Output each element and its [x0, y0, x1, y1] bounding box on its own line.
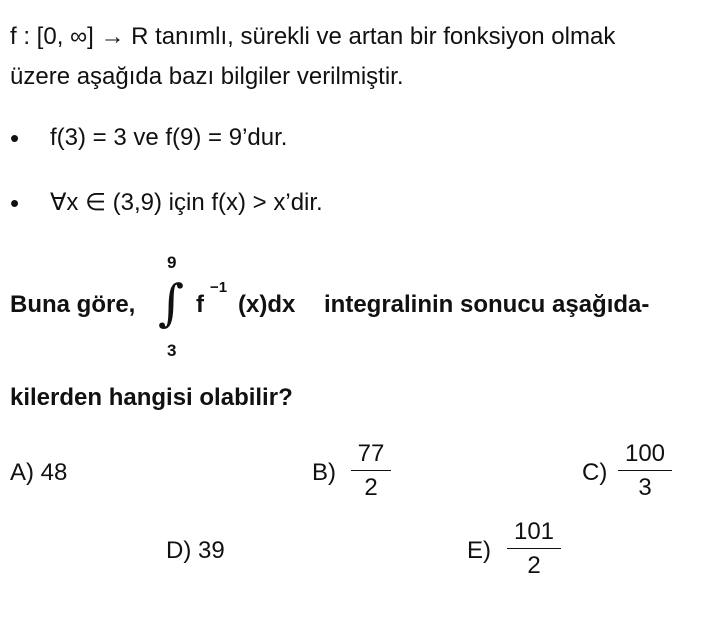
question-tail: integralinin sonucu aşağıda-	[324, 291, 650, 318]
option-a[interactable]	[10, 458, 67, 488]
option-c-numerator: 100	[624, 440, 666, 467]
option-c-fraction[interactable]	[618, 440, 672, 502]
integral-upper-limit: 9	[167, 253, 177, 272]
question-line-2: kilerden hangisi olabilir?	[10, 384, 293, 411]
option-b-numerator: 77	[357, 440, 385, 467]
option-e-fraction[interactable]	[507, 518, 561, 580]
option-d-value: 39	[198, 537, 225, 564]
option-e-fraction-bar	[507, 548, 561, 549]
bullet-text-1: f(3) = 3 ve f(9) = 9’dur.	[50, 124, 288, 151]
option-b-denominator: 2	[364, 474, 378, 501]
integral-argument: (x)dx	[238, 291, 296, 318]
option-b-fraction-bar	[351, 470, 391, 471]
option-a-value: 48	[40, 459, 68, 486]
option-e-label[interactable]: E)	[467, 537, 491, 564]
integral-lower-limit: 3	[167, 341, 177, 360]
bullet-marker-2: •	[10, 188, 20, 218]
option-b-label[interactable]: B)	[312, 459, 336, 486]
option-c-denominator: 3	[638, 474, 652, 501]
option-d[interactable]	[166, 536, 225, 566]
option-b-fraction[interactable]	[351, 440, 391, 502]
bullet-marker-1: •	[10, 123, 20, 153]
question-lead: Buna göre,	[10, 291, 136, 318]
intro-line-1: f : [0, ∞] → R tanımlı, sürekli ve artan bir fonksiyon olmak	[10, 23, 616, 50]
bullet-text-2: ∀x ∈ (3,9) için f(x) > x’dir.	[50, 189, 323, 216]
option-e-denominator: 2	[527, 552, 541, 579]
intro-line-2: üzere aşağıda bazı bilgiler verilmiştir.	[10, 63, 404, 90]
integral-function: f	[196, 291, 204, 318]
option-c-fraction-bar	[618, 470, 672, 471]
option-c-label[interactable]: C)	[582, 459, 608, 486]
integral-sign: ∫	[158, 274, 185, 332]
option-a-label: A)	[10, 459, 34, 486]
option-d-label: D)	[166, 537, 192, 564]
option-e-numerator: 101	[513, 518, 555, 545]
integral-exponent: −1	[210, 279, 228, 296]
